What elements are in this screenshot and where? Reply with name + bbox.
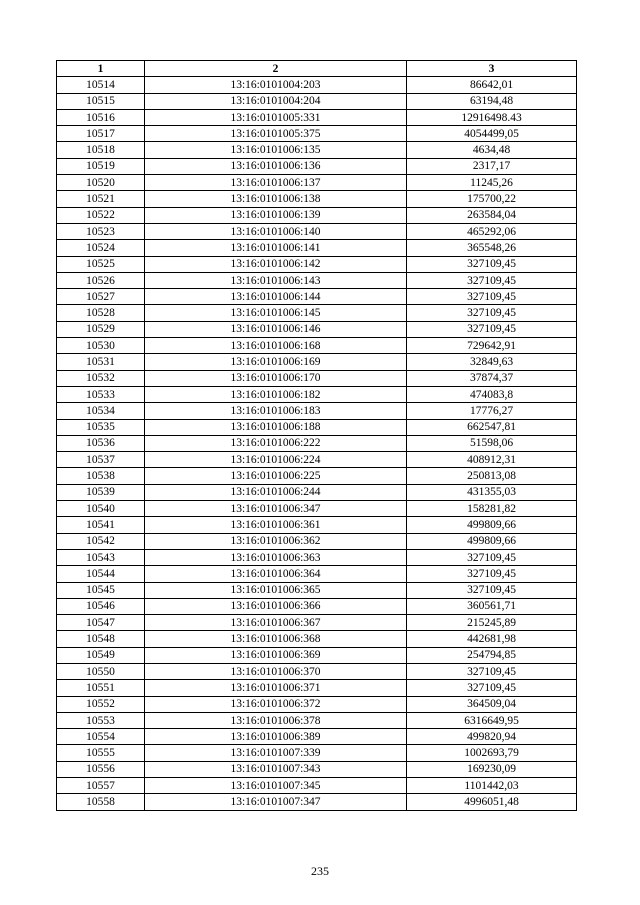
table-row [57, 615, 577, 631]
table-row [57, 223, 577, 239]
table-row [57, 680, 577, 696]
cadastral-number-cell: 13:16:0101006:141 [145, 240, 407, 256]
cadastral-number-cell: 13:16:0101006:364 [145, 566, 407, 582]
row-number-cell: 10554 [57, 729, 145, 745]
row-number-cell: 10545 [57, 582, 145, 598]
table-row [57, 321, 577, 337]
row-number-cell: 10555 [57, 745, 145, 761]
cadastral-number-cell: 13:16:0101006:222 [145, 435, 407, 451]
cadastral-value-cell: 327109,45 [407, 680, 577, 696]
table-row [57, 598, 577, 614]
table-row [57, 272, 577, 288]
table-row [57, 256, 577, 272]
row-number-cell: 10532 [57, 370, 145, 386]
cadastral-value-cell: 4634,48 [407, 142, 577, 158]
cadastral-number-cell: 13:16:0101006:182 [145, 386, 407, 402]
row-number-cell: 10550 [57, 663, 145, 679]
cadastral-number-cell: 13:16:0101006:365 [145, 582, 407, 598]
table-row [57, 696, 577, 712]
table-row [57, 240, 577, 256]
cadastral-number-cell: 13:16:0101006:169 [145, 354, 407, 370]
table-row [57, 729, 577, 745]
cadastral-number-cell: 13:16:0101006:371 [145, 680, 407, 696]
table-row [57, 566, 577, 582]
table-row [57, 109, 577, 125]
cadastral-value-cell: 327109,45 [407, 582, 577, 598]
cadastral-value-cell: 364509,04 [407, 696, 577, 712]
table-row [57, 647, 577, 663]
cadastral-value-cell: 169230,09 [407, 761, 577, 777]
cadastral-value-cell: 12916498.43 [407, 109, 577, 125]
table-row [57, 745, 577, 761]
cadastral-value-cell: 215245,89 [407, 615, 577, 631]
page-number: 235 [311, 864, 329, 878]
row-number-cell: 10546 [57, 598, 145, 614]
cadastral-value-cell: 327109,45 [407, 256, 577, 272]
table-row [57, 419, 577, 435]
cadastral-number-cell: 13:16:0101006:369 [145, 647, 407, 663]
table-row [57, 77, 577, 93]
cadastral-value-cell: 254794,85 [407, 647, 577, 663]
row-number-cell: 10524 [57, 240, 145, 256]
column-header-1: 1 [57, 61, 145, 77]
cadastral-value-cell: 327109,45 [407, 272, 577, 288]
column-header-3: 3 [407, 61, 577, 77]
table-row [57, 354, 577, 370]
cadastral-number-cell: 13:16:0101006:136 [145, 158, 407, 174]
cadastral-value-cell: 250813,08 [407, 468, 577, 484]
cadastral-number-cell: 13:16:0101007:339 [145, 745, 407, 761]
table-row [57, 338, 577, 354]
row-number-cell: 10516 [57, 109, 145, 125]
row-number-cell: 10521 [57, 191, 145, 207]
cadastral-number-cell: 13:16:0101006:244 [145, 484, 407, 500]
column-header-2: 2 [145, 61, 407, 77]
table-row [57, 663, 577, 679]
table-row [57, 794, 577, 810]
row-number-cell: 10523 [57, 223, 145, 239]
cadastral-value-cell: 442681,98 [407, 631, 577, 647]
row-number-cell: 10533 [57, 386, 145, 402]
cadastral-number-cell: 13:16:0101007:343 [145, 761, 407, 777]
row-number-cell: 10514 [57, 77, 145, 93]
cadastral-value-cell: 6316649,95 [407, 712, 577, 728]
header-row [57, 61, 577, 77]
row-number-cell: 10531 [57, 354, 145, 370]
table-body [57, 77, 577, 810]
table-row [57, 158, 577, 174]
row-number-cell: 10557 [57, 778, 145, 794]
cadastral-number-cell: 13:16:0101006:361 [145, 517, 407, 533]
row-number-cell: 10519 [57, 158, 145, 174]
cadastral-value-cell: 662547,81 [407, 419, 577, 435]
cadastral-number-cell: 13:16:0101006:146 [145, 321, 407, 337]
cadastral-value-cell: 327109,45 [407, 289, 577, 305]
cadastral-number-cell: 13:16:0101006:370 [145, 663, 407, 679]
row-number-cell: 10534 [57, 403, 145, 419]
table-row [57, 484, 577, 500]
table-row [57, 582, 577, 598]
table-row [57, 468, 577, 484]
cadastral-value-cell: 499809,66 [407, 517, 577, 533]
row-number-cell: 10527 [57, 289, 145, 305]
cadastral-number-cell: 13:16:0101007:347 [145, 794, 407, 810]
cadastral-number-cell: 13:16:0101006:225 [145, 468, 407, 484]
row-number-cell: 10553 [57, 712, 145, 728]
row-number-cell: 10549 [57, 647, 145, 663]
table-row [57, 778, 577, 794]
row-number-cell: 10528 [57, 305, 145, 321]
row-number-cell: 10540 [57, 501, 145, 517]
cadastral-number-cell: 13:16:0101006:389 [145, 729, 407, 745]
row-number-cell: 10529 [57, 321, 145, 337]
cadastral-value-cell: 474083,8 [407, 386, 577, 402]
table-row [57, 631, 577, 647]
cadastral-number-cell: 13:16:0101006:367 [145, 615, 407, 631]
row-number-cell: 10552 [57, 696, 145, 712]
row-number-cell: 10539 [57, 484, 145, 500]
table-row [57, 305, 577, 321]
cadastral-value-cell: 263584,04 [407, 207, 577, 223]
cadastral-number-cell: 13:16:0101004:204 [145, 93, 407, 109]
cadastral-number-cell: 13:16:0101006:347 [145, 501, 407, 517]
cadastral-value-cell: 4054499,05 [407, 126, 577, 142]
cadastral-value-cell: 4996051,48 [407, 794, 577, 810]
cadastral-value-cell: 86642,01 [407, 77, 577, 93]
cadastral-number-cell: 13:16:0101004:203 [145, 77, 407, 93]
cadastral-value-cell: 465292,06 [407, 223, 577, 239]
cadastral-number-cell: 13:16:0101006:144 [145, 289, 407, 305]
cadastral-value-cell: 360561,71 [407, 598, 577, 614]
table-row [57, 435, 577, 451]
cadastral-number-cell: 13:16:0101006:138 [145, 191, 407, 207]
cadastral-value-cell: 11245,26 [407, 175, 577, 191]
table-row [57, 386, 577, 402]
cadastral-number-cell: 13:16:0101006:170 [145, 370, 407, 386]
cadastral-value-cell: 365548,26 [407, 240, 577, 256]
cadastral-number-cell: 13:16:0101006:366 [145, 598, 407, 614]
row-number-cell: 10536 [57, 435, 145, 451]
table-row [57, 142, 577, 158]
table-row [57, 289, 577, 305]
row-number-cell: 10538 [57, 468, 145, 484]
cadastral-number-cell: 13:16:0101006:168 [145, 338, 407, 354]
row-number-cell: 10556 [57, 761, 145, 777]
cadastral-value-cell: 17776,27 [407, 403, 577, 419]
cadastral-value-cell: 2317,17 [407, 158, 577, 174]
table-row [57, 191, 577, 207]
cadastral-value-cell: 499820,94 [407, 729, 577, 745]
cadastral-number-cell: 13:16:0101006:145 [145, 305, 407, 321]
cadastral-value-cell: 431355,03 [407, 484, 577, 500]
row-number-cell: 10548 [57, 631, 145, 647]
table-row [57, 175, 577, 191]
cadastral-value-cell: 37874,37 [407, 370, 577, 386]
cadastral-number-cell: 13:16:0101005:375 [145, 126, 407, 142]
cadastral-value-cell: 175700,22 [407, 191, 577, 207]
row-number-cell: 10535 [57, 419, 145, 435]
row-number-cell: 10517 [57, 126, 145, 142]
cadastral-value-cell: 327109,45 [407, 305, 577, 321]
cadastral-value-cell: 1101442,03 [407, 778, 577, 794]
cadastral-number-cell: 13:16:0101006:135 [145, 142, 407, 158]
cadastral-value-cell: 327109,45 [407, 549, 577, 565]
table-row [57, 761, 577, 777]
table-header [57, 61, 577, 77]
cadastral-value-table [56, 60, 577, 811]
cadastral-value-cell: 729642,91 [407, 338, 577, 354]
cadastral-number-cell: 13:16:0101006:188 [145, 419, 407, 435]
cadastral-value-cell: 327109,45 [407, 566, 577, 582]
cadastral-number-cell: 13:16:0101007:345 [145, 778, 407, 794]
cadastral-number-cell: 13:16:0101006:137 [145, 175, 407, 191]
cadastral-number-cell: 13:16:0101006:224 [145, 452, 407, 468]
cadastral-number-cell: 13:16:0101006:363 [145, 549, 407, 565]
cadastral-value-cell: 408912,31 [407, 452, 577, 468]
row-number-cell: 10541 [57, 517, 145, 533]
cadastral-value-cell: 327109,45 [407, 663, 577, 679]
row-number-cell: 10518 [57, 142, 145, 158]
cadastral-value-cell: 327109,45 [407, 321, 577, 337]
cadastral-number-cell: 13:16:0101006:378 [145, 712, 407, 728]
cadastral-number-cell: 13:16:0101006:372 [145, 696, 407, 712]
table-row [57, 533, 577, 549]
table-row [57, 452, 577, 468]
table-row [57, 126, 577, 142]
row-number-cell: 10520 [57, 175, 145, 191]
cadastral-number-cell: 13:16:0101006:368 [145, 631, 407, 647]
row-number-cell: 10551 [57, 680, 145, 696]
cadastral-value-cell: 499809,66 [407, 533, 577, 549]
table-row [57, 93, 577, 109]
row-number-cell: 10547 [57, 615, 145, 631]
table-row [57, 712, 577, 728]
cadastral-number-cell: 13:16:0101006:140 [145, 223, 407, 239]
cadastral-value-cell: 158281,82 [407, 501, 577, 517]
cadastral-value-cell: 51598,06 [407, 435, 577, 451]
table-row [57, 517, 577, 533]
row-number-cell: 10522 [57, 207, 145, 223]
cadastral-number-cell: 13:16:0101006:143 [145, 272, 407, 288]
row-number-cell: 10558 [57, 794, 145, 810]
cadastral-value-cell: 1002693,79 [407, 745, 577, 761]
row-number-cell: 10525 [57, 256, 145, 272]
cadastral-number-cell: 13:16:0101006:183 [145, 403, 407, 419]
row-number-cell: 10515 [57, 93, 145, 109]
table-row [57, 403, 577, 419]
table-row [57, 207, 577, 223]
cadastral-number-cell: 13:16:0101005:331 [145, 109, 407, 125]
cadastral-number-cell: 13:16:0101006:139 [145, 207, 407, 223]
cadastral-number-cell: 13:16:0101006:142 [145, 256, 407, 272]
row-number-cell: 10544 [57, 566, 145, 582]
row-number-cell: 10543 [57, 549, 145, 565]
row-number-cell: 10537 [57, 452, 145, 468]
row-number-cell: 10526 [57, 272, 145, 288]
cadastral-number-cell: 13:16:0101006:362 [145, 533, 407, 549]
table-row [57, 370, 577, 386]
cadastral-value-cell: 32849,63 [407, 354, 577, 370]
row-number-cell: 10542 [57, 533, 145, 549]
table-row [57, 501, 577, 517]
table-row [57, 549, 577, 565]
row-number-cell: 10530 [57, 338, 145, 354]
cadastral-value-cell: 63194,48 [407, 93, 577, 109]
